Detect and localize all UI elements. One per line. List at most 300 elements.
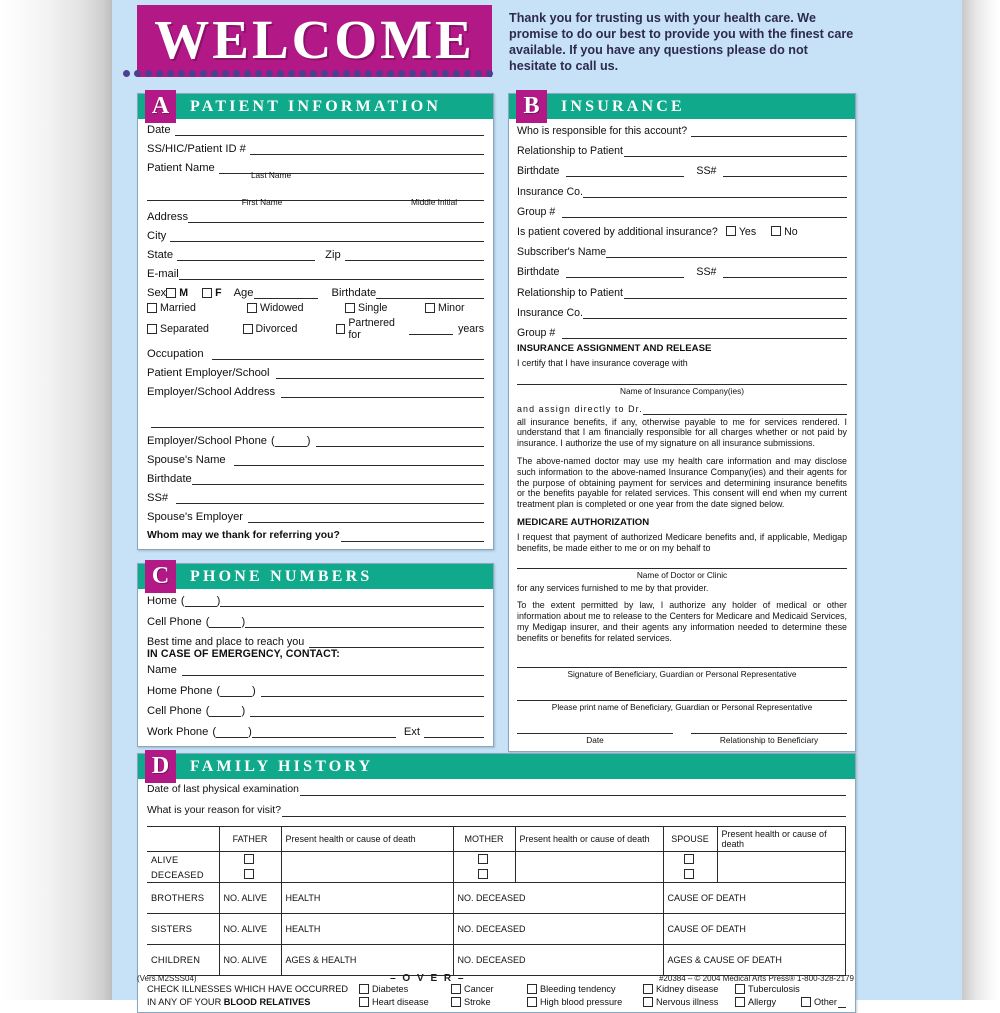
field-address[interactable]	[147, 211, 484, 223]
field-emergency-work-phone[interactable]	[147, 726, 484, 738]
field-emergency-name-input[interactable]	[182, 664, 484, 676]
section-d-title: FAMILY HISTORY	[190, 757, 374, 775]
cell-mother-alive[interactable]	[453, 852, 515, 868]
checkbox-married[interactable]	[147, 303, 157, 313]
option-separated[interactable]	[147, 323, 243, 335]
field-birthdate-input[interactable]	[376, 287, 484, 299]
field-additional-insurance-label: Is patient covered by additional insurance?	[517, 225, 718, 238]
option-diabetes[interactable]	[359, 983, 451, 996]
field-zip-input[interactable]	[345, 249, 484, 261]
doctor-clinic-rule[interactable]	[517, 567, 847, 569]
field-address-input[interactable]	[188, 211, 484, 223]
field-ssn-id-label: SS/HIC/Patient ID #	[147, 143, 246, 155]
field-ssn-id[interactable]	[147, 143, 484, 155]
paren-close: )	[252, 684, 256, 697]
field-employer-phone-input[interactable]	[316, 435, 485, 447]
field-ext-input[interactable]	[424, 726, 484, 738]
option-minor[interactable]	[425, 302, 465, 314]
label-nervous-illness: Nervous illness	[656, 997, 719, 1008]
th-father-health: Present health or cause of death	[281, 827, 453, 852]
checkbox-additional-yes[interactable]	[726, 226, 736, 236]
table-row	[147, 945, 846, 976]
illness-prompt-line2-bold: BLOOD RELATIVES	[223, 997, 311, 1008]
checkbox-other[interactable]	[801, 997, 811, 1007]
paren-close: )	[216, 595, 221, 607]
option-tuberculosis[interactable]	[735, 983, 800, 996]
field-occupation-label: Occupation	[147, 348, 204, 360]
field-date-input[interactable]	[175, 124, 484, 136]
field-spouse-employer-input[interactable]	[248, 511, 484, 523]
row-sex-age-birthdate	[147, 287, 484, 299]
field-date-label: Date	[147, 124, 171, 136]
paren-open: (	[271, 435, 275, 447]
field-home-phone-input[interactable]	[220, 595, 484, 607]
field-emergency-work-phone-label: Work Phone	[147, 725, 209, 738]
field-occupation[interactable]	[147, 348, 484, 360]
cell-spouse-deceased[interactable]	[663, 867, 717, 883]
row-label-deceased: DECEASED	[147, 867, 219, 883]
cell-mother-health[interactable]	[515, 852, 663, 883]
paren-open: (	[180, 595, 185, 607]
field-cell-phone[interactable]	[147, 616, 484, 628]
th-blank	[147, 827, 219, 852]
signature-date-rule[interactable]	[517, 732, 673, 734]
field-subscriber-name[interactable]	[517, 246, 847, 258]
field-last-exam-label: Date of last physical examination	[147, 784, 299, 795]
illness-prompt-line2-pre: IN ANY OF YOUR	[147, 997, 224, 1008]
field-emergency-cell-phone[interactable]	[147, 705, 484, 717]
table-row-alive	[147, 852, 846, 868]
illness-prompt	[147, 983, 359, 1009]
cell-brothers-cause-of-death[interactable]: CAUSE OF DEATH	[663, 883, 846, 914]
th-mother: MOTHER	[453, 827, 515, 852]
field-birthdate-2-input[interactable]	[566, 266, 684, 278]
field-group-2[interactable]	[517, 327, 847, 339]
field-state-input[interactable]	[177, 249, 315, 261]
field-state-label: State	[147, 249, 174, 261]
field-spouse-ss-label: SS#	[147, 492, 169, 504]
option-heart-disease[interactable]	[359, 996, 451, 1009]
illness-checklist	[147, 983, 846, 1009]
option-single[interactable]	[345, 302, 425, 314]
field-best-time-input[interactable]	[309, 636, 484, 648]
option-allergy[interactable]	[735, 996, 801, 1009]
field-emergency-name[interactable]	[147, 664, 484, 676]
field-emergency-work-area-input[interactable]	[216, 726, 248, 738]
field-city-label: City	[147, 230, 167, 242]
cell-brothers-no-deceased[interactable]: NO. DECEASED	[453, 883, 663, 914]
medicare-paragraph: I request that payment of authorized Medicare benefits and, if applicable, Medigap benefits, be made either to me or on my behalf to	[517, 532, 847, 553]
section-a-body	[138, 119, 493, 549]
field-birthdate-ss-2[interactable]	[517, 266, 847, 278]
field-home-phone-label: Home	[147, 595, 177, 607]
th-spouse: SPOUSE	[663, 827, 717, 852]
field-relationship-1-input[interactable]	[624, 145, 847, 157]
option-other[interactable]	[801, 996, 846, 1009]
paren-close: )	[306, 435, 311, 447]
field-insurance-co-1-input[interactable]	[583, 186, 847, 198]
field-responsible-party-label: Who is responsible for this account?	[517, 125, 688, 137]
cell-children-no-alive[interactable]: NO. ALIVE	[219, 945, 281, 976]
checkbox-heart-disease[interactable]	[359, 997, 369, 1007]
section-b-letter: B	[516, 90, 547, 123]
section-b-body	[509, 119, 855, 751]
field-group-1[interactable]	[517, 206, 847, 218]
field-relationship-1-label: Relationship to Patient	[517, 145, 624, 158]
cell-sisters-cause-of-death[interactable]: CAUSE OF DEATH	[663, 914, 846, 945]
caption-first-name: First Name	[241, 197, 283, 207]
field-occupation-input[interactable]	[212, 348, 484, 360]
th-father: FATHER	[219, 827, 281, 852]
section-a-letter: A	[145, 90, 176, 123]
footer-over-marker: – O V E R –	[390, 973, 466, 984]
paren-open: (	[205, 705, 210, 717]
label-high-blood-pressure: High blood pressure	[540, 997, 623, 1008]
field-patient-employer-label: Patient Employer/School	[147, 367, 270, 379]
checkbox-diabetes[interactable]	[359, 984, 369, 994]
field-assign-doctor[interactable]	[517, 403, 847, 415]
row-marital-status-2	[147, 317, 484, 341]
field-patient-name-label: Patient Name	[147, 162, 215, 174]
field-ss-1-label: SS#	[696, 165, 717, 178]
form-paper	[112, 0, 962, 1008]
cell-children-ages-cause-of-death[interactable]: AGES & CAUSE OF DEATH	[663, 945, 846, 976]
certify-line: I certify that I have insurance coverage with	[517, 357, 688, 368]
label-stroke: Stroke	[464, 997, 491, 1008]
field-relationship-2[interactable]	[517, 287, 847, 299]
table-header-row	[147, 827, 846, 852]
label-separated: Separated	[160, 323, 209, 335]
checkbox-cancer[interactable]	[451, 984, 461, 994]
checkbox-sex-male[interactable]	[166, 288, 176, 298]
field-reason-for-visit-input[interactable]	[282, 805, 846, 817]
field-insurance-co-2-input[interactable]	[583, 307, 847, 319]
field-employer-phone[interactable]	[147, 435, 484, 447]
section-c-title: PHONE NUMBERS	[190, 567, 373, 585]
option-bleeding-tendency[interactable]	[527, 983, 643, 996]
checkbox-separated[interactable]	[147, 324, 157, 334]
field-spouse-birthdate[interactable]	[147, 473, 484, 485]
checkbox-bleeding-tendency[interactable]	[527, 984, 537, 994]
field-ssn-id-input[interactable]	[250, 143, 484, 155]
option-nervous-illness[interactable]	[643, 996, 735, 1009]
field-emergency-work-phone-input[interactable]	[252, 726, 396, 738]
checkbox-divorced[interactable]	[243, 324, 253, 334]
field-cell-phone-area-input[interactable]	[209, 616, 241, 628]
option-partnered[interactable]	[336, 317, 484, 341]
insurance-assignment-heading: INSURANCE ASSIGNMENT AND RELEASE	[517, 342, 712, 354]
paren-close: )	[241, 615, 246, 628]
cell-children-ages-health[interactable]: AGES & HEALTH	[281, 945, 453, 976]
label-diabetes: Diabetes	[372, 984, 409, 995]
printname-beneficiary-rule[interactable]	[517, 699, 847, 701]
row-marital-status-1	[147, 302, 484, 314]
page-right-shadow	[962, 0, 1000, 1000]
field-spouse-name-input[interactable]	[234, 454, 484, 466]
field-spouse-ss-input[interactable]	[176, 492, 484, 504]
section-c-header	[138, 564, 493, 589]
field-referral-input[interactable]	[341, 530, 484, 542]
field-cell-phone-input[interactable]	[245, 616, 484, 628]
label-single: Single	[358, 302, 388, 314]
field-relationship-2-label: Relationship to Patient	[517, 286, 624, 299]
field-employer-phone-area-input[interactable]	[275, 435, 307, 447]
section-patient-information	[137, 93, 494, 550]
table-row	[147, 883, 846, 914]
field-email-label: E-mail	[147, 268, 179, 280]
field-employer-address-input[interactable]	[281, 386, 484, 398]
field-spouse-name[interactable]	[147, 454, 484, 466]
field-cell-phone-label: Cell Phone	[147, 615, 202, 628]
field-ext-label: Ext	[403, 725, 420, 738]
field-last-exam[interactable]	[147, 784, 846, 796]
field-ss-2-input[interactable]	[723, 266, 847, 278]
checkbox-mother-alive[interactable]	[478, 854, 488, 864]
section-d-header	[138, 754, 855, 779]
section-phone-numbers	[137, 563, 494, 747]
section-b-header	[509, 94, 855, 119]
label-cancer: Cancer	[464, 984, 494, 995]
field-responsible-party-input[interactable]	[691, 125, 847, 137]
caption-last-name: Last Name	[250, 170, 292, 180]
field-referral[interactable]	[147, 530, 484, 542]
field-employer-address-line2[interactable]	[147, 416, 484, 428]
illness-row-1	[359, 983, 846, 996]
checkbox-single[interactable]	[345, 303, 355, 313]
welcome-banner	[137, 5, 492, 77]
field-employer-phone-label: Employer/School Phone	[147, 435, 268, 447]
field-other-input[interactable]	[838, 997, 846, 1008]
section-d-letter: D	[145, 750, 176, 783]
field-emergency-home-area-input[interactable]	[220, 685, 252, 697]
section-a-header	[138, 94, 493, 119]
field-spouse-name-label: Spouse's Name	[147, 454, 226, 466]
patient-name-captions-row2	[147, 198, 484, 207]
page-footer	[137, 973, 854, 984]
welcome-message: Thank you for trusting us with your health care. We promise to do our best to provide you with the finest care available. If you have any questions please do not hesitate to call us.	[509, 11, 854, 74]
medicare-authorization-heading: MEDICARE AUTHORIZATION	[517, 517, 650, 529]
label-allergy: Allergy	[748, 997, 777, 1008]
field-birthdate-label: Birthdate	[331, 287, 377, 299]
field-insurance-co-2-label: Insurance Co.	[517, 306, 583, 319]
field-age-label: Age	[233, 287, 254, 299]
checkbox-allergy[interactable]	[735, 997, 745, 1007]
decorative-dot-rule	[123, 70, 493, 84]
checkbox-minor[interactable]	[425, 303, 435, 313]
checkbox-spouse-alive[interactable]	[684, 854, 694, 864]
cell-father-deceased[interactable]	[219, 867, 281, 883]
field-spouse-birthdate-label: Birthdate	[147, 473, 192, 485]
row-label-brothers: BROTHERS	[147, 883, 219, 914]
field-spouse-employer-label: Spouse's Employer	[147, 511, 244, 523]
section-c-body	[138, 589, 493, 746]
checkbox-spouse-deceased[interactable]	[684, 869, 694, 879]
checkbox-father-alive[interactable]	[244, 854, 254, 864]
field-relationship-beneficiary[interactable]	[691, 732, 847, 747]
cell-mother-deceased[interactable]	[453, 867, 515, 883]
field-home-phone-area-input[interactable]	[185, 595, 217, 607]
caption-signature-beneficiary: Signature of Beneficiary, Guardian or Personal Representative	[567, 668, 797, 679]
field-insurance-co-2[interactable]	[517, 307, 847, 319]
option-stroke[interactable]	[451, 996, 527, 1009]
checkbox-additional-no[interactable]	[771, 226, 781, 236]
checkbox-partnered[interactable]	[336, 324, 345, 334]
checkbox-mother-deceased[interactable]	[478, 869, 488, 879]
caption-relationship-beneficiary: Relationship to Beneficiary	[719, 734, 819, 745]
cell-sisters-no-alive[interactable]: NO. ALIVE	[219, 914, 281, 945]
caption-middle-initial: Middle Initial	[410, 197, 458, 207]
welcome-title: WELCOME	[154, 8, 475, 70]
field-subscriber-name-input[interactable]	[606, 246, 847, 258]
field-reason-for-visit[interactable]	[147, 805, 846, 817]
checkbox-widowed[interactable]	[247, 303, 257, 313]
furnished-line: for any services furnished to me by that provider.	[517, 582, 709, 593]
field-spouse-birthdate-input[interactable]	[192, 473, 484, 485]
field-group-1-label: Group #	[517, 205, 556, 218]
field-address-label: Address	[147, 211, 189, 223]
field-employer-address[interactable]	[147, 386, 484, 398]
cell-father-alive[interactable]	[219, 852, 281, 868]
field-age-input[interactable]	[254, 287, 318, 299]
field-emergency-home-phone[interactable]	[147, 685, 484, 697]
option-kidney-disease[interactable]	[643, 983, 735, 996]
table-row	[147, 914, 846, 945]
cell-father-health[interactable]	[281, 852, 453, 883]
disclosure-paragraph: The above-named doctor may use my health care information and may disclose such information to the above-named Insurance Company(ies) and their agents for the purpose of obtaining payment for services and determining insurance benefits or the benefits payable for related services. This consent will end when my current treatment plan is completed or one year from the date signed below.	[517, 456, 847, 510]
field-referral-label: Whom may we thank for referring you?	[147, 530, 340, 541]
field-birthdate-ss-1[interactable]	[517, 165, 847, 177]
label-heart-disease: Heart disease	[372, 997, 429, 1008]
cell-sisters-health[interactable]: HEALTH	[281, 914, 453, 945]
section-a-title: PATIENT INFORMATION	[190, 97, 442, 115]
section-c-letter: C	[145, 560, 176, 593]
checkbox-sex-female[interactable]	[202, 288, 212, 298]
field-spouse-ss[interactable]	[147, 492, 484, 504]
checkbox-kidney-disease[interactable]	[643, 984, 653, 994]
cell-brothers-health[interactable]: HEALTH	[281, 883, 453, 914]
field-zip-label: Zip	[325, 249, 341, 261]
row-label-alive: ALIVE	[147, 852, 219, 868]
label-partnered: Partnered for	[348, 317, 395, 341]
field-group-1-input[interactable]	[562, 206, 847, 218]
field-ss-1-input[interactable]	[723, 165, 847, 177]
page-left-shadow	[0, 0, 112, 1000]
field-emergency-cell-area-input[interactable]	[209, 705, 241, 717]
field-relationship-2-input[interactable]	[624, 287, 847, 299]
checkbox-nervous-illness[interactable]	[643, 997, 653, 1007]
field-reason-for-visit-label: What is your reason for visit?	[147, 805, 281, 816]
cell-brothers-no-alive[interactable]: NO. ALIVE	[219, 883, 281, 914]
label-partnered-suffix: years	[458, 323, 484, 335]
field-spouse-employer[interactable]	[147, 511, 484, 523]
field-emergency-cell-phone-label: Cell Phone	[147, 705, 202, 717]
field-group-2-input[interactable]	[562, 327, 847, 339]
field-home-phone[interactable]	[147, 595, 484, 607]
label-bleeding-tendency: Bleeding tendency	[540, 984, 616, 995]
field-birthdate-1-input[interactable]	[566, 165, 684, 177]
label-sex-male: M	[179, 287, 189, 299]
field-patient-employer[interactable]	[147, 367, 484, 379]
field-emergency-home-phone-input[interactable]	[261, 685, 484, 697]
th-spouse-health: Present health or cause of death	[717, 827, 846, 852]
label-sex-female: F	[215, 287, 222, 299]
field-insurance-co-1[interactable]	[517, 186, 847, 198]
option-cancer[interactable]	[451, 983, 527, 996]
field-signature-date[interactable]	[517, 732, 673, 747]
field-patient-employer-input[interactable]	[276, 367, 484, 379]
label-additional-yes: Yes	[738, 225, 757, 238]
field-emergency-cell-phone-input[interactable]	[250, 705, 484, 717]
checkbox-stroke[interactable]	[451, 997, 461, 1007]
cell-sisters-no-deceased[interactable]: NO. DECEASED	[453, 914, 663, 945]
field-responsible-party[interactable]	[517, 125, 847, 137]
label-divorced: Divorced	[255, 323, 298, 335]
cell-spouse-health[interactable]	[717, 852, 846, 883]
caption-doctor-or-clinic: Name of Doctor or Clinic	[636, 569, 728, 580]
field-employer-address-line2-input[interactable]	[151, 416, 484, 428]
field-assign-doctor-input[interactable]	[643, 404, 847, 415]
insurance-company-rule[interactable]	[517, 383, 847, 385]
option-married[interactable]	[147, 302, 247, 314]
family-history-table	[147, 826, 846, 976]
field-insurance-co-1-label: Insurance Co.	[517, 185, 583, 198]
caption-date: Date	[586, 734, 604, 745]
checkbox-tuberculosis[interactable]	[735, 984, 745, 994]
checkbox-father-deceased[interactable]	[244, 869, 254, 879]
field-birthdate-2-label: Birthdate	[517, 266, 560, 279]
field-city-input[interactable]	[170, 230, 484, 242]
release-paragraph: To the extent permitted by law, I authorize any holder of medical or other information about me to release to the Centers for Medicare and Medicaid Services, my Medigap insurer, and their agents any information needed to determine these benefits or benefits for related services.	[517, 600, 847, 643]
field-state-zip[interactable]	[147, 249, 484, 261]
label-minor: Minor	[438, 302, 465, 314]
field-birthdate-1-label: Birthdate	[517, 165, 560, 178]
checkbox-high-blood-pressure[interactable]	[527, 997, 537, 1007]
field-date[interactable]	[147, 124, 484, 136]
field-email-input[interactable]	[179, 268, 484, 280]
field-relationship-1[interactable]	[517, 145, 847, 157]
illness-options	[359, 983, 846, 1009]
field-group-2-label: Group #	[517, 326, 556, 339]
illness-prompt-line1: CHECK ILLNESSES WHICH HAVE OCCURRED	[147, 984, 348, 995]
field-email[interactable]	[147, 268, 484, 280]
field-employer-address-label: Employer/School Address	[147, 386, 276, 398]
cell-children-no-deceased[interactable]: NO. DECEASED	[453, 945, 663, 976]
paren-open: (	[212, 725, 217, 738]
row-label-children: CHILDREN	[147, 945, 219, 976]
row-label-sisters: SISTERS	[147, 914, 219, 945]
illness-row-2	[359, 996, 846, 1009]
field-subscriber-name-label: Subscriber's Name	[517, 246, 607, 259]
field-partnered-years-input[interactable]	[409, 323, 453, 335]
paren-open: (	[205, 615, 210, 628]
field-last-exam-input[interactable]	[300, 784, 846, 796]
label-kidney-disease: Kidney disease	[656, 984, 719, 995]
cell-spouse-alive[interactable]	[663, 852, 717, 868]
option-divorced[interactable]	[243, 323, 337, 335]
illness-prompt-line2	[147, 996, 359, 1009]
field-best-time[interactable]	[147, 636, 484, 648]
option-high-blood-pressure[interactable]	[527, 996, 643, 1009]
row-date-relationship	[517, 732, 847, 747]
field-assign-doctor-label: and assign directly to Dr.	[517, 403, 643, 414]
relationship-beneficiary-rule[interactable]	[691, 732, 847, 734]
option-widowed[interactable]	[247, 302, 345, 314]
field-emergency-name-label: Name	[147, 664, 177, 676]
signature-beneficiary-rule[interactable]	[517, 666, 847, 668]
field-best-time-label: Best time and place to reach you	[147, 636, 305, 648]
field-city[interactable]	[147, 230, 484, 242]
row-additional-insurance	[517, 226, 847, 238]
